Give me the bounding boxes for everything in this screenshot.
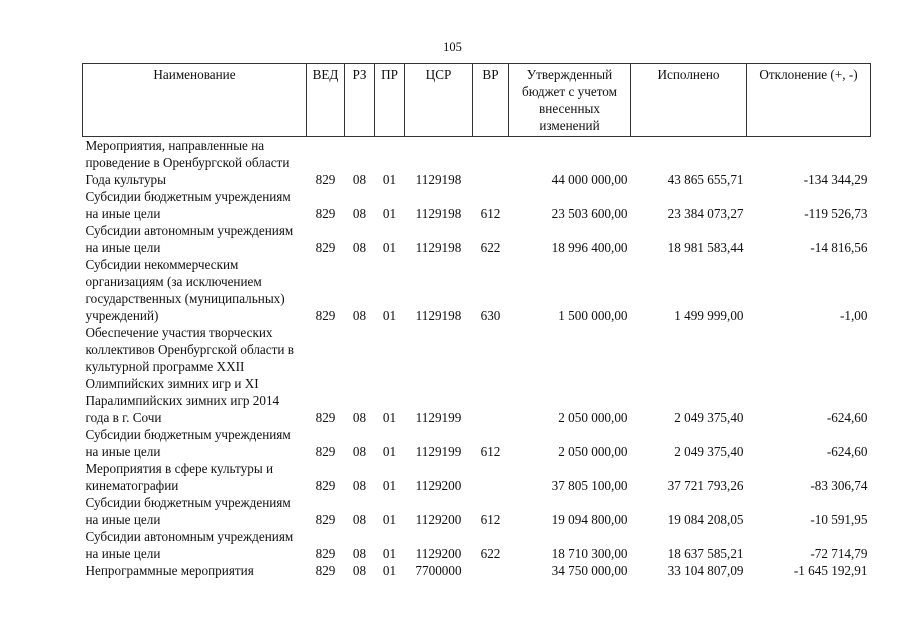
table-row [83, 324, 871, 426]
table-row [83, 188, 871, 222]
row-ved: 829 [315, 478, 336, 493]
table-row [83, 494, 871, 528]
row-deviation: -72 714,79 [810, 546, 868, 561]
row-approved: 18 996 400,00 [551, 240, 628, 255]
row-executed: 37 721 793,26 [667, 478, 744, 493]
row-executed: 1 499 999,00 [674, 308, 744, 323]
row-ved: 829 [315, 240, 336, 255]
row-name: Субсидии бюджетным учреждениям на иные цели [85, 427, 291, 459]
row-csr: 1129199 [415, 444, 462, 459]
row-executed: 33 104 807,09 [667, 563, 744, 578]
row-approved: 44 000 000,00 [551, 172, 628, 187]
row-executed: 43 865 655,71 [667, 172, 744, 187]
row-pr: 01 [382, 512, 397, 527]
header-csr: ЦСР [405, 64, 473, 137]
row-csr: 7700000 [415, 563, 462, 578]
row-vr [473, 460, 509, 494]
header-pr: ПР [375, 64, 405, 137]
row-rz: 08 [352, 546, 367, 561]
row-approved: 18 710 300,00 [551, 546, 628, 561]
row-rz: 08 [352, 478, 367, 493]
row-csr: 1129198 [415, 240, 462, 255]
header-ved: ВЕД [307, 64, 345, 137]
row-rz: 08 [352, 172, 367, 187]
row-vr: 630 [480, 308, 501, 323]
table-row [83, 222, 871, 256]
row-csr: 1129198 [415, 172, 462, 187]
row-deviation: -1,00 [840, 308, 868, 323]
row-pr: 01 [382, 308, 397, 323]
row-executed: 2 049 375,40 [674, 444, 744, 459]
header-rz: РЗ [345, 64, 375, 137]
row-deviation: -83 306,74 [810, 478, 868, 493]
table-body [83, 137, 871, 580]
row-vr [473, 137, 509, 189]
row-executed: 19 084 208,05 [667, 512, 744, 527]
row-ved: 829 [315, 444, 336, 459]
row-deviation: -119 526,73 [804, 206, 868, 221]
row-rz: 08 [352, 308, 367, 323]
row-ved: 829 [315, 206, 336, 221]
row-vr: 622 [480, 546, 501, 561]
row-name: Обеспечение участия творческих коллективов Оренбургской области в культурной программе XXII Олимпийских зимних игр и XI Паралимпийских зимних игр 2014 года в г. Сочи [85, 325, 294, 425]
row-name: Субсидии некоммерческим организациям (за исключением государственных (муниципальных) учреждений) [85, 257, 285, 323]
row-name: Непрограммные мероприятия [85, 563, 254, 578]
row-vr: 612 [480, 206, 501, 221]
row-rz: 08 [352, 206, 367, 221]
row-executed: 2 049 375,40 [674, 410, 744, 425]
header-executed: Исполнено [631, 64, 747, 137]
row-deviation: -1 645 192,91 [793, 563, 868, 578]
table-row [83, 562, 871, 579]
table-row [83, 137, 871, 189]
table-row [83, 528, 871, 562]
row-pr: 01 [382, 240, 397, 255]
row-csr: 1129200 [415, 478, 462, 493]
row-approved: 34 750 000,00 [551, 563, 628, 578]
row-approved: 23 503 600,00 [551, 206, 628, 221]
row-name: Мероприятия, направленные на проведение в Оренбургской области Года культуры [85, 138, 290, 187]
row-pr: 01 [382, 206, 397, 221]
page-number: 105 [443, 40, 462, 54]
table-header [83, 64, 871, 137]
header-approved: Утвержденный бюджет с учетом внесенных изменений [509, 64, 631, 137]
row-rz: 08 [352, 444, 367, 459]
row-rz: 08 [352, 512, 367, 527]
budget-table [82, 63, 871, 579]
row-csr: 1129198 [415, 206, 462, 221]
row-vr [473, 562, 509, 579]
row-deviation: -134 344,29 [803, 172, 868, 187]
row-approved: 2 050 000,00 [558, 444, 628, 459]
table-row [83, 426, 871, 460]
row-name: Субсидии бюджетным учреждениям на иные цели [85, 495, 291, 527]
row-vr: 622 [480, 240, 501, 255]
row-ved: 829 [315, 546, 336, 561]
row-pr: 01 [382, 563, 397, 578]
row-vr [473, 324, 509, 426]
row-pr: 01 [382, 478, 397, 493]
header-name: Наименование [83, 64, 307, 137]
row-ved: 829 [315, 563, 336, 578]
row-deviation: -624,60 [826, 410, 868, 425]
row-ved: 829 [315, 512, 336, 527]
row-pr: 01 [382, 410, 397, 425]
row-pr: 01 [382, 546, 397, 561]
row-rz: 08 [352, 410, 367, 425]
table-row [83, 460, 871, 494]
row-executed: 23 384 073,27 [667, 206, 744, 221]
row-name: Мероприятия в сфере культуры и кинематографии [85, 461, 274, 493]
header-deviation: Отклонение (+, -) [747, 64, 871, 137]
row-name: Субсидии бюджетным учреждениям на иные цели [85, 189, 291, 221]
row-csr: 1129200 [415, 546, 462, 561]
row-ved: 829 [315, 308, 336, 323]
row-vr: 612 [480, 512, 501, 527]
row-approved: 37 805 100,00 [551, 478, 628, 493]
row-deviation: -624,60 [826, 444, 868, 459]
header-vr: ВР [473, 64, 509, 137]
row-name: Субсидии автономным учреждениям на иные цели [85, 223, 294, 255]
row-pr: 01 [382, 444, 397, 459]
row-ved: 829 [315, 410, 336, 425]
row-pr: 01 [382, 172, 397, 187]
row-csr: 1129200 [415, 512, 462, 527]
table-row [83, 256, 871, 324]
row-approved: 19 094 800,00 [551, 512, 628, 527]
row-rz: 08 [352, 240, 367, 255]
row-executed: 18 637 585,21 [667, 546, 744, 561]
row-vr: 612 [480, 444, 501, 459]
row-csr: 1129199 [415, 410, 462, 425]
row-deviation: -10 591,95 [810, 512, 868, 527]
row-approved: 1 500 000,00 [558, 308, 628, 323]
row-deviation: -14 816,56 [810, 240, 868, 255]
row-executed: 18 981 583,44 [667, 240, 744, 255]
row-approved: 2 050 000,00 [558, 410, 628, 425]
row-csr: 1129198 [415, 308, 462, 323]
row-name: Субсидии автономным учреждениям на иные цели [85, 529, 294, 561]
row-ved: 829 [315, 172, 336, 187]
row-rz: 08 [352, 563, 367, 578]
